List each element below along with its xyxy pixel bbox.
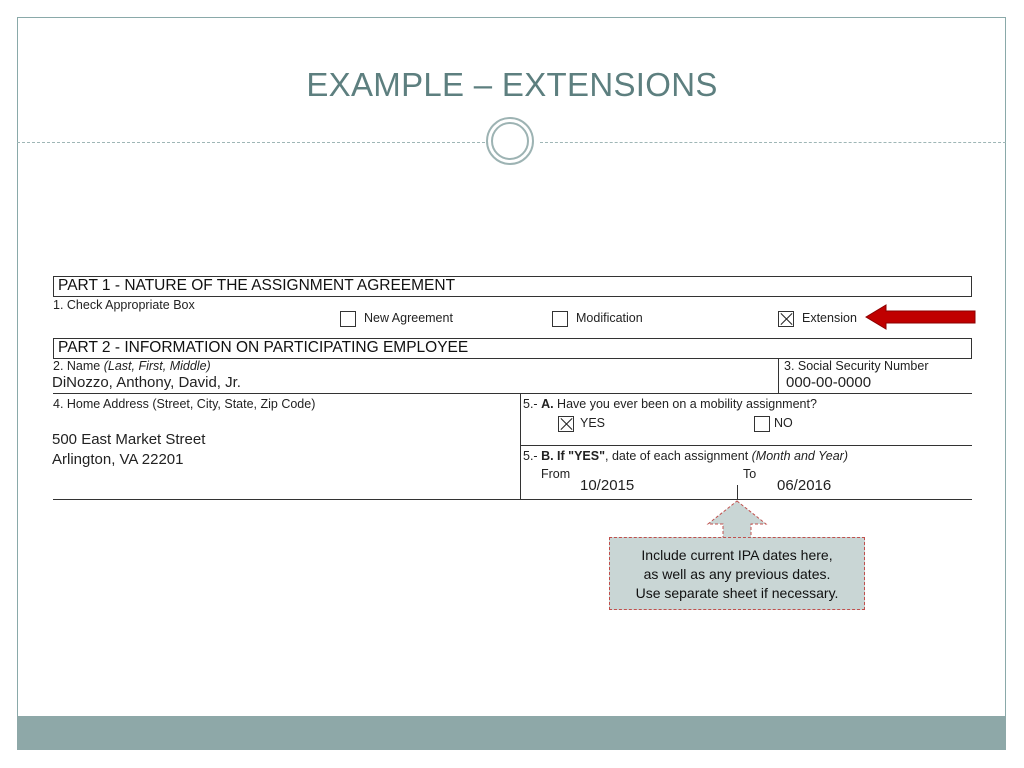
no-checkbox[interactable] — [754, 416, 770, 432]
address-line2: Arlington, VA 22201 — [52, 451, 184, 468]
callout-up-arrow-icon — [706, 500, 768, 540]
callout-line-3: Use separate sheet if necessary. — [635, 585, 839, 601]
ssn-divider — [778, 359, 779, 393]
extension-label: Extension — [802, 311, 857, 325]
to-value: 06/2016 — [777, 477, 832, 494]
no-label: NO — [774, 416, 793, 430]
from-value: 10/2015 — [580, 477, 635, 494]
new-agreement-checkbox[interactable] — [340, 311, 356, 327]
q5a-label: 5.- A. Have you ever been on a mobility assignment? — [523, 397, 817, 411]
address-label: 4. Home Address (Street, City, State, Zip Code) — [53, 397, 316, 411]
yes-checkbox[interactable] — [558, 416, 574, 432]
to-tick — [737, 485, 738, 499]
q5a-bottom-line — [520, 445, 972, 446]
ssn-label: 3. Social Security Number — [784, 359, 929, 373]
address-line1: 500 East Market Street — [52, 431, 206, 448]
modification-checkbox[interactable] — [552, 311, 568, 327]
ssn-value: 000-00-0000 — [786, 374, 872, 391]
red-arrow-icon — [864, 302, 976, 332]
callout-line-1: Include current IPA dates here, — [641, 547, 833, 563]
name-label: 2. Name (Last, First, Middle) — [53, 359, 211, 373]
yes-label: YES — [580, 416, 606, 430]
name-row-bottom-line — [53, 393, 919, 394]
new-agreement-label: New Agreement — [364, 311, 453, 325]
address-divider — [520, 393, 521, 499]
name-row-bottom-line-right — [919, 393, 972, 394]
part1-header: PART 1 - NATURE OF THE ASSIGNMENT AGREEMENT — [58, 277, 456, 294]
item1-label: 1. Check Appropriate Box — [53, 298, 195, 312]
to-label: To — [743, 467, 757, 481]
callout-line-2: as well as any previous dates. — [643, 566, 831, 582]
name-value: DiNozzo, Anthony, David, Jr. — [52, 374, 241, 391]
slide-title: EXAMPLE – EXTENSIONS — [306, 66, 718, 103]
form-bottom-line — [53, 499, 972, 500]
callout-note — [609, 537, 865, 610]
q5b-label: 5.- B. If "YES", date of each assignment (Month and Year) — [523, 449, 848, 463]
from-label: From — [541, 467, 571, 481]
modification-label: Modification — [576, 311, 643, 325]
part2-header: PART 2 - INFORMATION ON PARTICIPATING EMPLOYEE — [58, 339, 469, 356]
extension-checkbox[interactable] — [778, 311, 794, 327]
